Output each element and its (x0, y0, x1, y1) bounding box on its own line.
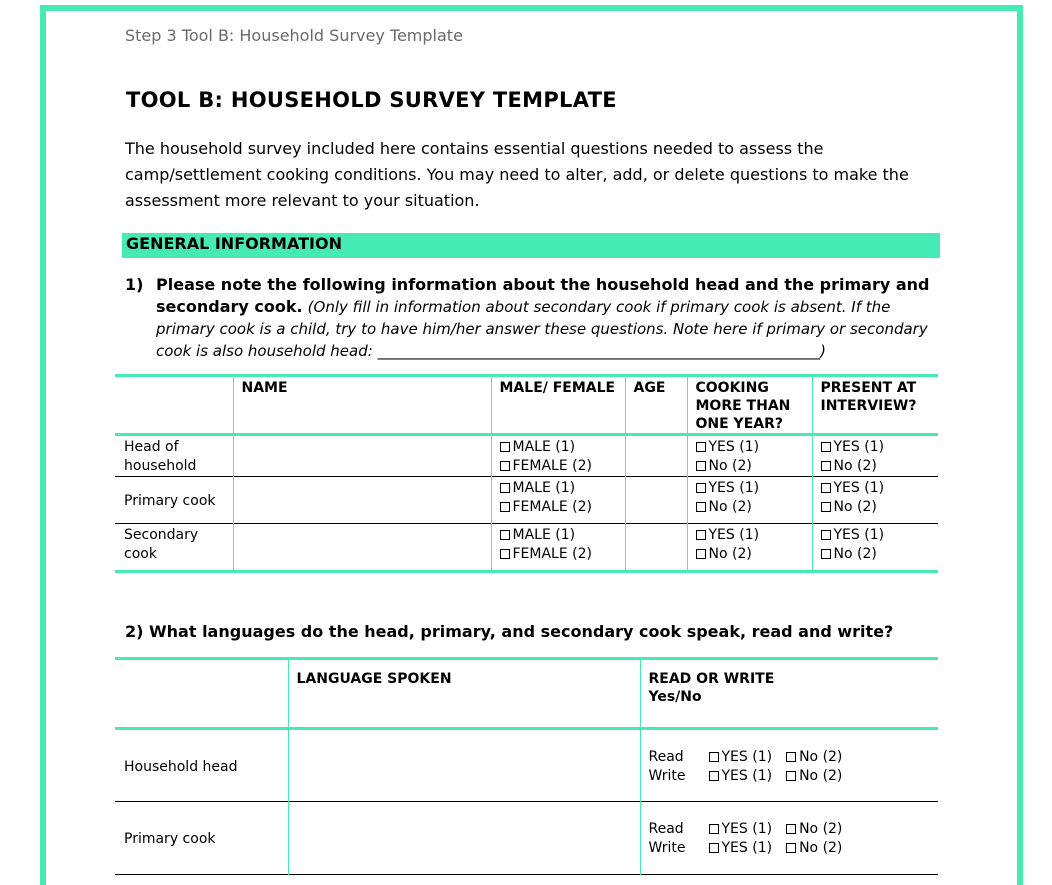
header-read-write-line1: READ OR WRITE (648, 671, 775, 687)
checkbox-option[interactable]: FEMALE (2) (500, 545, 617, 564)
page-header: Step 3 Tool B: Household Survey Template (125, 26, 463, 45)
row-label: Secondary cook (124, 527, 199, 562)
sex-options (491, 435, 625, 477)
row-label: Head of household (124, 439, 197, 474)
checkbox-icon[interactable] (786, 771, 796, 781)
header-cooking: COOKING MORE THAN ONE YEAR? (687, 376, 812, 435)
header-read-write (640, 659, 938, 729)
checkbox-icon[interactable] (786, 824, 796, 834)
checkbox-icon[interactable] (709, 752, 719, 762)
checkbox-icon[interactable] (500, 502, 510, 512)
header-present: PRESENT AT INTERVIEW? (812, 376, 938, 435)
header-sex: MALE/ FEMALE (491, 376, 625, 435)
table-row (115, 477, 938, 524)
question-1 (125, 274, 937, 362)
no-label: No (2) (799, 840, 843, 856)
household-members-table (115, 374, 938, 573)
checkbox-option[interactable]: No (2) (821, 545, 931, 564)
cooking-options (687, 524, 812, 572)
checkbox-icon[interactable] (696, 549, 706, 559)
cooking-options (687, 477, 812, 524)
present-options (812, 435, 938, 477)
checkbox-icon[interactable] (821, 549, 831, 559)
checkbox-option[interactable]: No (2) (821, 498, 931, 517)
header-role (115, 376, 233, 435)
table-header-row (115, 659, 938, 729)
checkbox-icon[interactable] (709, 824, 719, 834)
checkbox-icon[interactable] (786, 843, 796, 853)
checkbox-icon[interactable] (821, 461, 831, 471)
checkbox-icon[interactable] (821, 502, 831, 512)
checkbox-option[interactable]: YES (1) (696, 479, 804, 498)
checkbox-icon[interactable] (500, 549, 510, 559)
sex-options (491, 524, 625, 572)
checkbox-option[interactable]: MALE (1) (500, 479, 617, 498)
checkbox-option[interactable]: YES (1) (696, 438, 804, 457)
table-row (115, 524, 938, 572)
table-row (115, 802, 938, 875)
checkbox-option[interactable]: No (2) (696, 498, 804, 517)
no-label: No (2) (799, 767, 843, 784)
present-options (812, 524, 938, 572)
read-write-options (640, 729, 938, 802)
question-1-text (156, 274, 937, 362)
header-name: NAME (233, 376, 491, 435)
checkbox-option[interactable]: YES (1) (821, 479, 931, 498)
checkbox-icon[interactable] (500, 461, 510, 471)
name-field[interactable] (233, 524, 491, 572)
checkbox-icon[interactable] (821, 483, 831, 493)
question-number: 1) (125, 275, 144, 294)
page-title: TOOL B: HOUSEHOLD SURVEY TEMPLATE (126, 88, 617, 112)
intro-paragraph: The household survey included here contains essential questions needed to assess the camp/settlement cooking conditions. You may need to alter, add, or delete questions to make the assessment more relevant to your situation. (125, 139, 909, 210)
checkbox-option[interactable]: FEMALE (2) (500, 498, 617, 517)
write-label: Write (648, 767, 686, 784)
checkbox-option[interactable]: No (2) (821, 457, 931, 476)
row-label: Primary cook (124, 492, 216, 509)
languages-table (115, 657, 938, 875)
section-title: GENERAL INFORMATION (126, 234, 342, 253)
checkbox-option[interactable]: No (2) (696, 545, 804, 564)
read-write-options (640, 802, 938, 875)
checkbox-option[interactable]: YES (1) (696, 526, 804, 545)
age-field[interactable] (625, 524, 687, 572)
checkbox-icon[interactable] (500, 442, 510, 452)
no-label: No (2) (799, 748, 843, 765)
table-row (115, 435, 938, 477)
age-field[interactable] (625, 435, 687, 477)
sex-options (491, 477, 625, 524)
header-role (115, 659, 288, 729)
checkbox-option[interactable]: YES (1) (821, 526, 931, 545)
table-header-row (115, 376, 938, 435)
read-label: Read (648, 821, 684, 837)
name-field[interactable] (233, 477, 491, 524)
header-language: LANGUAGE SPOKEN (288, 659, 640, 729)
age-field[interactable] (625, 477, 687, 524)
checkbox-icon[interactable] (821, 442, 831, 452)
present-options (812, 477, 938, 524)
checkbox-icon[interactable] (709, 771, 719, 781)
checkbox-option[interactable]: MALE (1) (500, 438, 617, 457)
checkbox-icon[interactable] (696, 442, 706, 452)
table-row (115, 729, 938, 802)
row-label: Primary cook (124, 831, 216, 847)
language-field[interactable] (288, 729, 640, 802)
no-label: No (2) (799, 821, 843, 837)
checkbox-icon[interactable] (500, 483, 510, 493)
checkbox-icon[interactable] (786, 752, 796, 762)
write-label: Write (648, 840, 686, 856)
cooking-options (687, 435, 812, 477)
checkbox-option[interactable]: No (2) (696, 457, 804, 476)
checkbox-icon[interactable] (696, 502, 706, 512)
yes-label: YES (1) (721, 767, 773, 784)
checkbox-icon[interactable] (821, 530, 831, 540)
header-read-write-line2: Yes/No (648, 689, 702, 705)
checkbox-icon[interactable] (696, 461, 706, 471)
name-field[interactable] (233, 435, 491, 477)
read-label: Read (648, 748, 684, 765)
row-label: Household head (124, 758, 238, 775)
checkbox-icon[interactable] (500, 530, 510, 540)
header-age: AGE (625, 376, 687, 435)
question-2: 2) What languages do the head, primary, and secondary cook speak, read and write? (125, 622, 894, 641)
question-1-bold: Please note the following information about the household head and the primary and secondary cook. (156, 275, 930, 316)
checkbox-option[interactable]: FEMALE (2) (500, 457, 617, 476)
checkbox-option[interactable]: YES (1) (821, 438, 931, 457)
checkbox-option[interactable]: MALE (1) (500, 526, 617, 545)
section-bar-general-information (122, 233, 940, 258)
language-field[interactable] (288, 802, 640, 875)
question-1-italic: (Only fill in information about secondary cook if primary cook is absent. If the primary cook is a child, try to have him/her answer these questions. Note here if primary or secondary cook is also household head: ___________________________________________________________) (156, 298, 928, 360)
checkbox-icon[interactable] (696, 483, 706, 493)
checkbox-icon[interactable] (696, 530, 706, 540)
yes-label: YES (1) (721, 821, 773, 837)
checkbox-icon[interactable] (709, 843, 719, 853)
yes-label: YES (1) (721, 748, 773, 765)
yes-label: YES (1) (721, 840, 773, 856)
